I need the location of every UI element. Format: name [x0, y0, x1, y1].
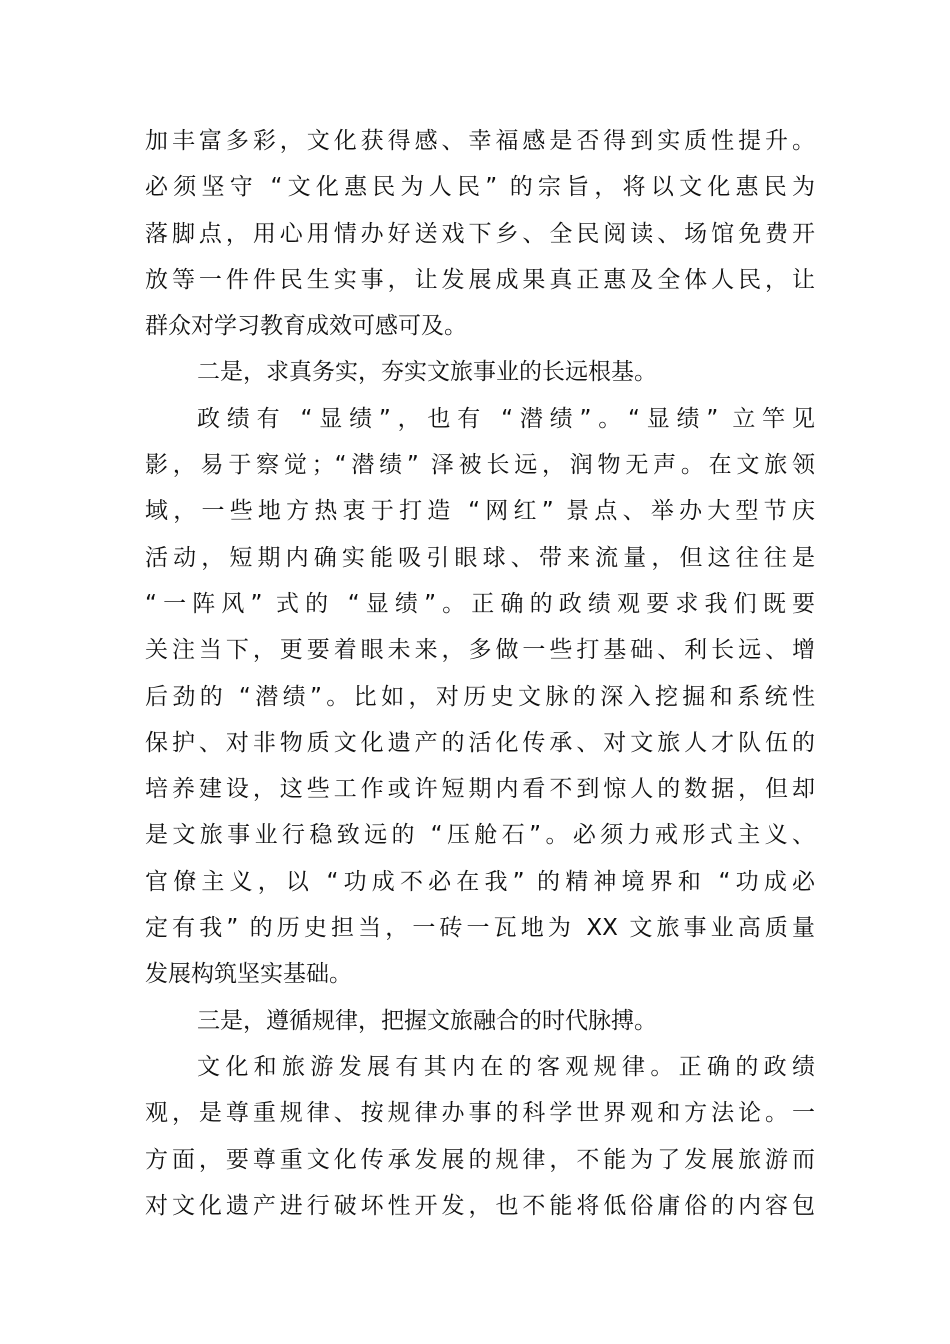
text-line: 定有我” 的历史担当，一砖一瓦地为 XX 文旅事业高质量 [145, 915, 815, 942]
text-line: 政绩有 “显绩”，也有 “潜绩”。“显绩” 立竿见 [197, 405, 815, 432]
section-heading-2: 二是，求真务实，夯实文旅事业的长远根基。 [197, 359, 657, 386]
text-line: 保护、对非物质文化遗产的活化传承、对文旅人才队伍的 [145, 729, 815, 756]
text-line: 活动，短期内确实能吸引眼球、带来流量，但这往往是 [145, 544, 815, 571]
text-line: 方面，要尊重文化传承发展的规律，不能为了发展旅游而 [145, 1146, 815, 1173]
text-line: 是文旅事业行稳致远的 “压舱石”。必须力戒形式主义、 [145, 822, 815, 849]
text-line: 发展构筑坚实基础。 [145, 961, 352, 988]
text-line: 必须坚守 “文化惠民为人民” 的宗旨，将以文化惠民为 [145, 174, 815, 201]
text-line: 观，是尊重规律、按规律办事的科学世界观和方法论。一 [145, 1100, 815, 1127]
text-line: 落脚点，用心用情办好送戏下乡、全民阅读、场馆免费开 [145, 220, 815, 247]
text-line: 域，一些地方热衷于打造 “网红” 景点、举办大型节庆 [145, 498, 815, 525]
text-line: 文化和旅游发展有其内在的客观规律。正确的政绩 [197, 1053, 815, 1080]
text-line: 官僚主义，以 “功成不必在我” 的精神境界和 “功成必 [145, 868, 815, 895]
section-heading-3: 三是，遵循规律，把握文旅融合的时代脉搏。 [197, 1007, 657, 1034]
text-line: 后劲的 “潜绩”。比如，对历史文脉的深入挖掘和系统性 [145, 683, 815, 710]
text-line: 培养建设，这些工作或许短期内看不到惊人的数据，但却 [145, 776, 815, 803]
text-line: 群众对学习教育成效可感可及。 [145, 313, 467, 340]
text-line: 放等一件件民生实事，让发展成果真正惠及全体人民，让 [145, 266, 815, 293]
text-line: 关注当下，更要着眼未来，多做一些打基础、利长远、增 [145, 637, 815, 664]
text-line: “一阵风” 式的 “显绩”。正确的政绩观要求我们既要 [145, 590, 815, 617]
text-line: 对文化遗产进行破坏性开发，也不能将低俗庸俗的内容包 [145, 1192, 815, 1219]
text-line: 影，易于察觉；“潜绩” 泽被长远，润物无声。在文旅领 [145, 452, 815, 479]
text-line: 加丰富多彩，文化获得感、幸福感是否得到实质性提升。 [145, 128, 815, 154]
document-body [145, 118, 815, 1229]
